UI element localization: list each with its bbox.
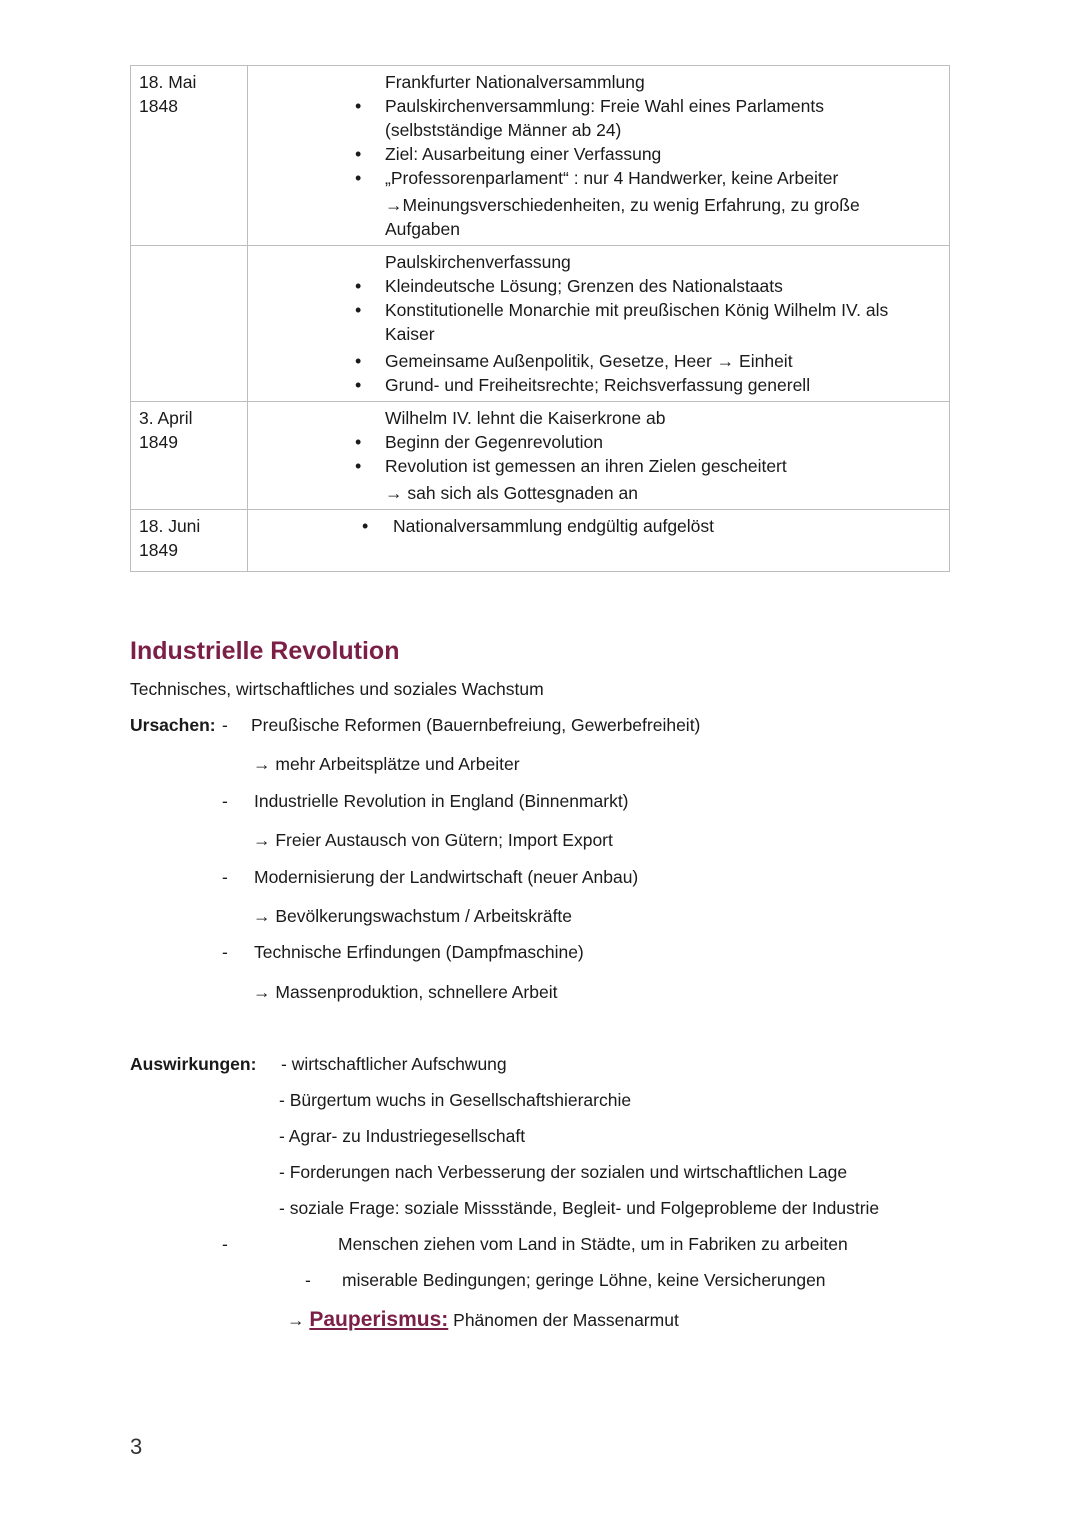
sub-effect-dash: - (222, 1234, 228, 1254)
causes-label: Ursachen: (130, 715, 216, 735)
pauperism-definition: Phänomen der Massenarmut (453, 1310, 679, 1330)
sub-effect-text: Menschen ziehen vom Land in Städte, um in Fabriken zu arbeiten (338, 1234, 848, 1254)
bullet-item: • Konstitutionelle Monarchie mit preußischen König Wilhelm IV. als (385, 298, 941, 322)
effect-item: - wirtschaftlicher Aufschwung (281, 1054, 507, 1074)
bullet-item: • Paulskirchenversammlung: Freie Wahl eines Parlaments (385, 94, 941, 118)
date-line: 1849 (139, 540, 178, 560)
cause-result: → Bevölkerungswachstum / Arbeitskräfte (253, 906, 573, 926)
timeline-date (131, 402, 248, 510)
timeline-content (248, 66, 950, 246)
arrow-icon: → (287, 1310, 305, 1330)
section-subtitle: Technisches, wirtschaftliches und soziales Wachstum (130, 679, 544, 699)
effects-label: Auswirkungen: (130, 1054, 257, 1074)
timeline-content (248, 510, 950, 572)
timeline-content (248, 402, 950, 510)
bullet-item: • „Professorenparlament“ : nur 4 Handwerker, keine Arbeiter (385, 166, 941, 190)
timeline-date (131, 66, 248, 246)
pauperism-line (287, 1308, 679, 1332)
bullet-item: • Revolution ist gemessen an ihren Zielen gescheitert (385, 454, 941, 478)
entry-note: →Meinungsverschiedenheiten, zu wenig Erfahrung, zu große (385, 195, 860, 215)
entry-title: Frankfurter Nationalversammlung (385, 72, 645, 92)
bullet-item: • Grund- und Freiheitsrechte; Reichsverfassung generell (385, 373, 941, 397)
timeline-row (131, 246, 950, 402)
bullet-item: • Nationalversammlung endgültig aufgelöst (393, 514, 941, 538)
cause-text: Technische Erfindungen (Dampfmaschine) (254, 942, 584, 962)
cause-dash: - (222, 867, 228, 887)
date-line: 1849 (139, 432, 178, 452)
cause-dash: - (222, 942, 228, 962)
bullet-item: • Gemeinsame Außenpolitik, Gesetze, Heer → Einheit (385, 349, 941, 373)
entry-note: Aufgaben (385, 219, 460, 239)
effect-item: - Forderungen nach Verbesserung der sozialen und wirtschaftlichen Lage (279, 1162, 848, 1182)
bullet-item: • Kleindeutsche Lösung; Grenzen des Nationalstaats (385, 274, 941, 298)
sub-effect-dash: - (305, 1270, 311, 1290)
section-heading: Industrielle Revolution (130, 637, 400, 665)
entry-note: → sah sich als Gottesgnaden an (385, 483, 638, 503)
effect-item: - Agrar- zu Industriegesellschaft (279, 1126, 526, 1146)
bullet-item: • Beginn der Gegenrevolution (385, 430, 941, 454)
cause-dash: - (222, 715, 228, 735)
entry-title: Paulskirchenverfassung (385, 252, 571, 272)
sub-effect-text: miserable Bedingungen; geringe Löhne, keine Versicherungen (342, 1270, 826, 1290)
entry-title: Wilhelm IV. lehnt die Kaiserkrone ab (385, 408, 666, 428)
cause-text: Industrielle Revolution in England (Binnenmarkt) (254, 791, 629, 811)
date-line (139, 250, 239, 274)
cause-result: → mehr Arbeitsplätze und Arbeiter (253, 754, 520, 774)
timeline-row (131, 510, 950, 572)
effect-item: - soziale Frage: soziale Missstände, Begleit- und Folgeprobleme der Industrie (279, 1198, 880, 1218)
timeline-content (248, 246, 950, 402)
page-number: 3 (130, 1434, 143, 1459)
timeline-table (130, 65, 950, 572)
date-line (139, 274, 239, 298)
cause-result: → Massenproduktion, schnellere Arbeit (253, 982, 558, 1002)
bullet-continuation: (selbstständige Männer ab 24) (385, 120, 622, 140)
timeline-row (131, 66, 950, 246)
cause-result: → Freier Austausch von Gütern; Import Export (253, 830, 613, 850)
timeline-row (131, 402, 950, 510)
timeline-date (131, 510, 248, 572)
date-line: 18. Juni (139, 516, 201, 536)
cause-text: Modernisierung der Landwirtschaft (neuer Anbau) (254, 867, 639, 887)
pauperism-term: Pauperismus: (309, 1308, 449, 1331)
cause-dash: - (222, 791, 228, 811)
bullet-item: • Ziel: Ausarbeitung einer Verfassung (385, 142, 941, 166)
timeline-date (131, 246, 248, 402)
date-line: 18. Mai (139, 72, 197, 92)
cause-text: Preußische Reformen (Bauernbefreiung, Gewerbefreiheit) (251, 715, 701, 735)
bullet-continuation: Kaiser (385, 324, 435, 344)
date-line: 1848 (139, 96, 178, 116)
effect-item: - Bürgertum wuchs in Gesellschaftshierarchie (279, 1090, 632, 1110)
date-line: 3. April (139, 408, 193, 428)
